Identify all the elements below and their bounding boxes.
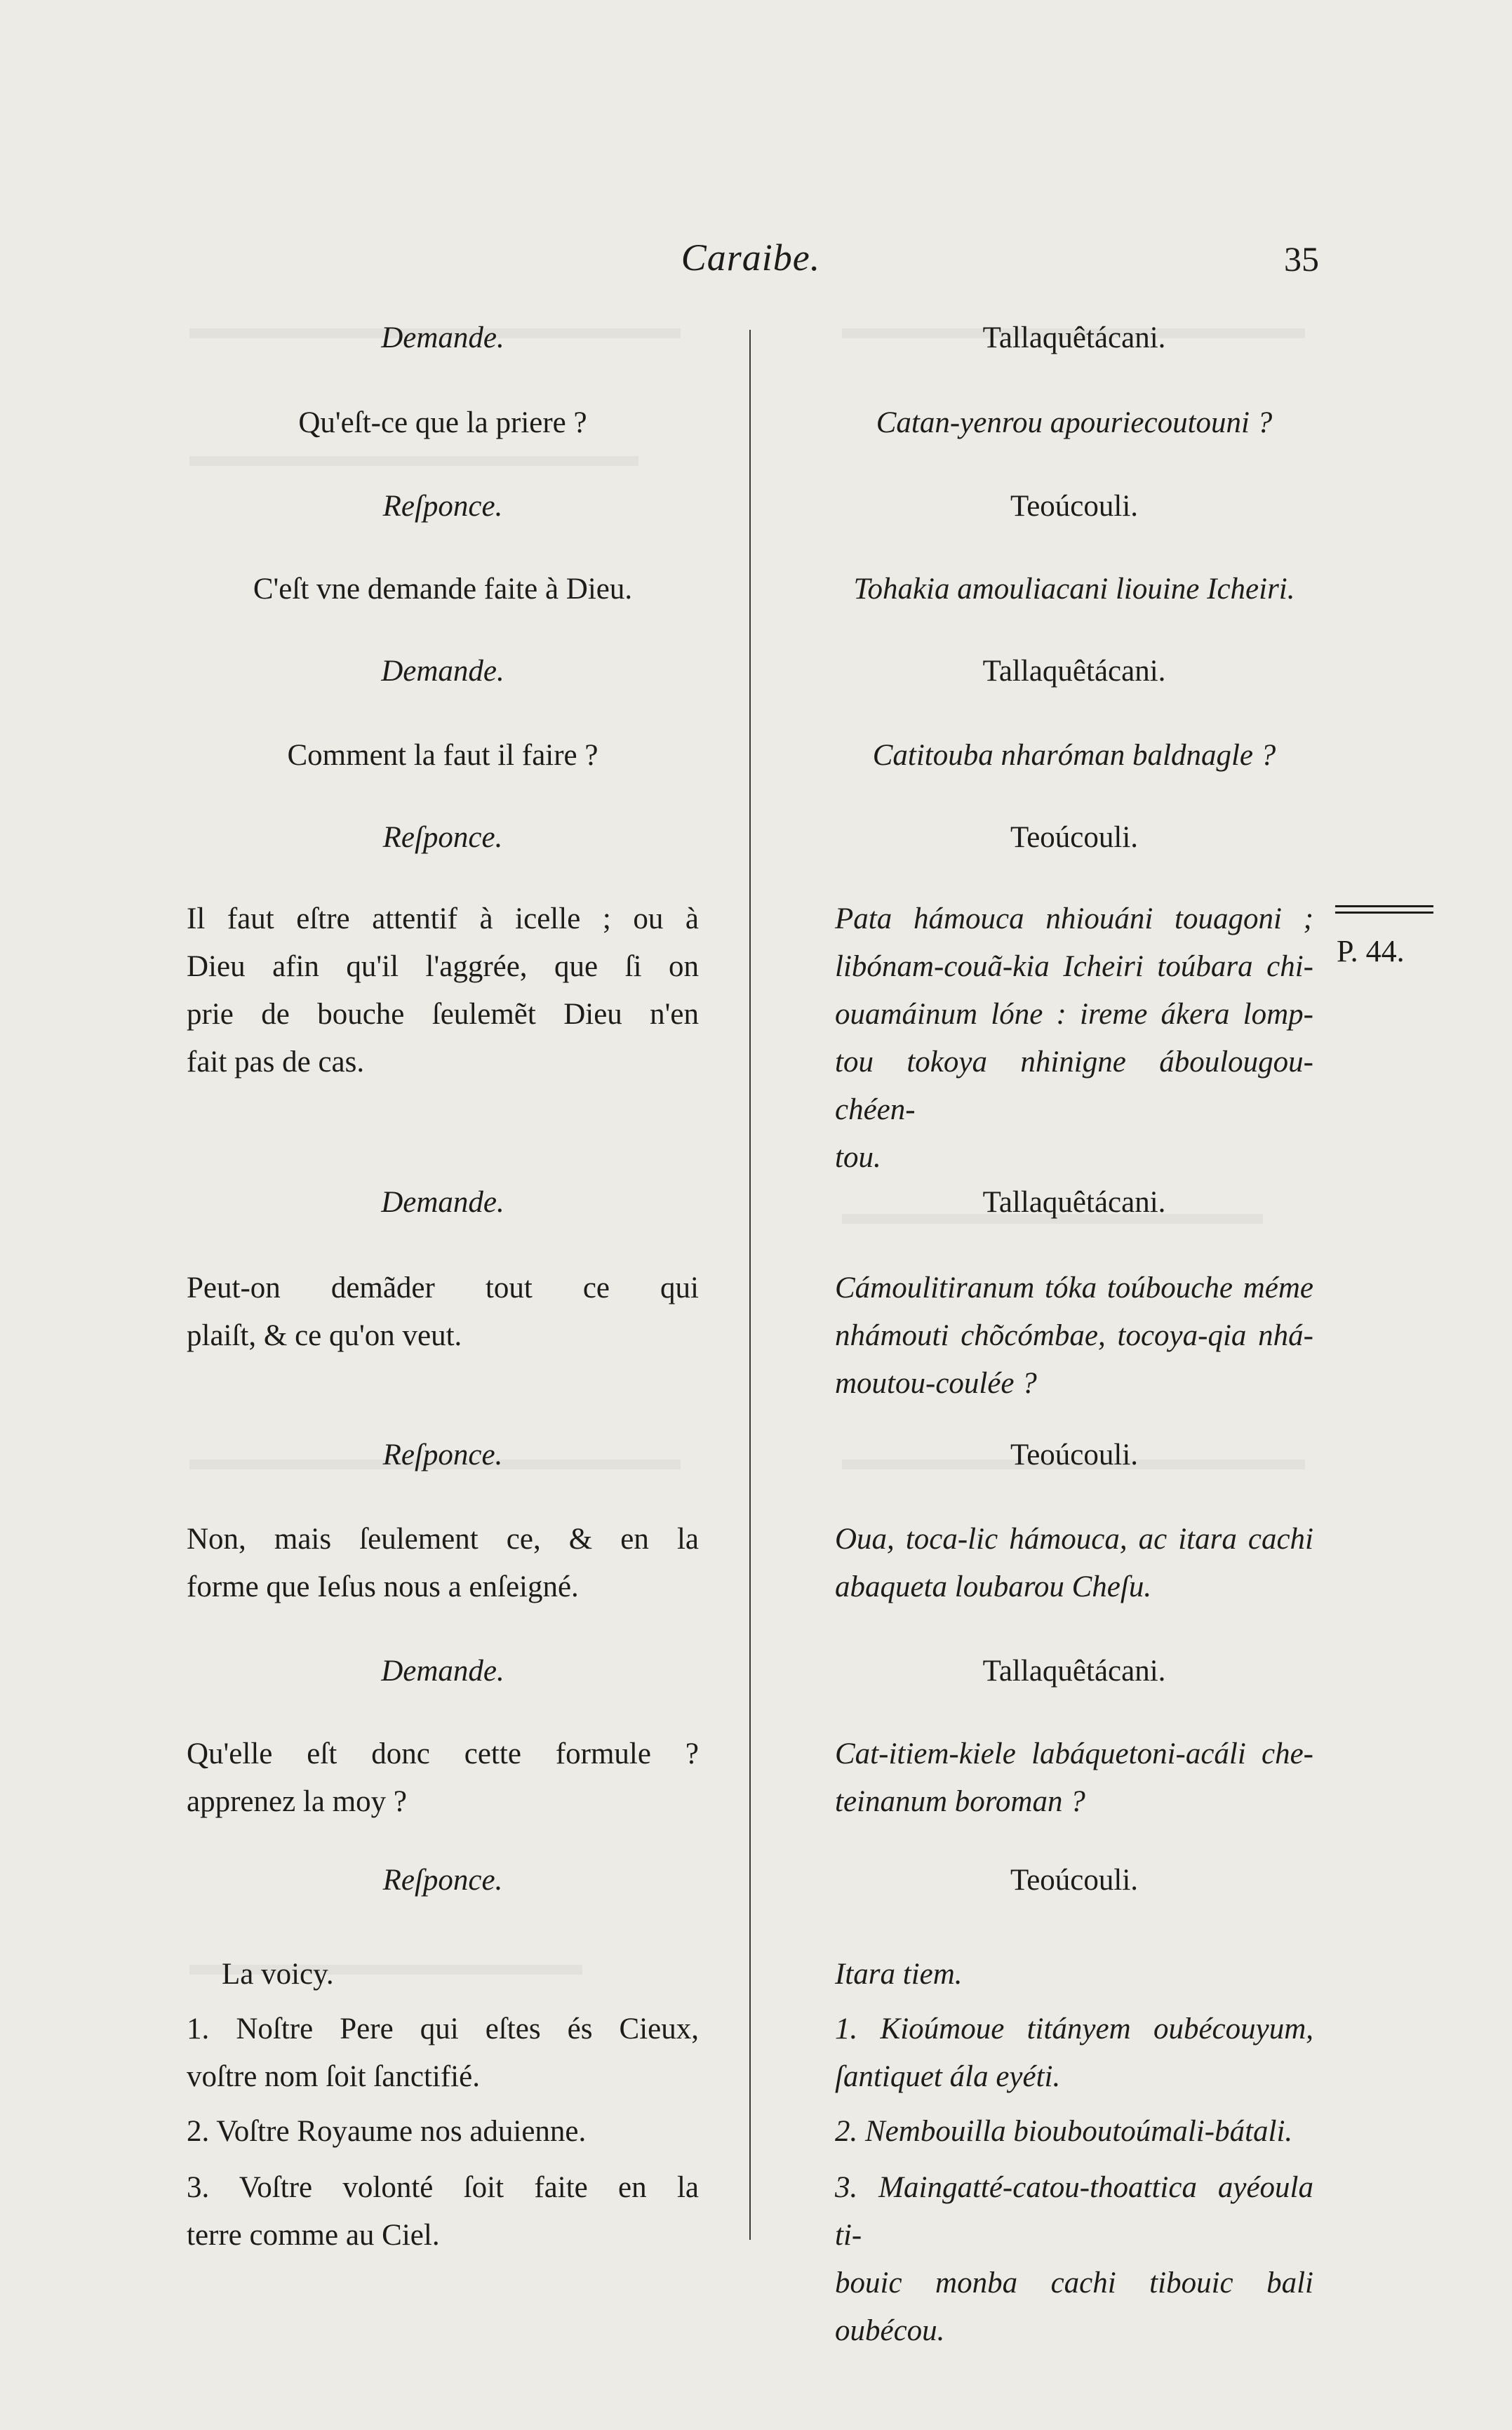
question-paragraph [835, 1264, 1313, 1408]
heading-demande: Demande. [381, 1655, 504, 1688]
text-line: Cámoulitiranum tóka toúbouche méme [835, 1271, 1313, 1304]
heading-teoucouli: Teoúcouli. [1010, 1438, 1139, 1471]
text-line: forme que Ieſus nous a enſeigné. [187, 1570, 579, 1603]
running-head-title: Caraibe. [681, 236, 821, 279]
margin-page-reference: P. 44. [1337, 934, 1405, 968]
heading-responce: Reſponce. [382, 490, 503, 523]
text-line: ſantiquet ála eyéti. [835, 2060, 1061, 2093]
question-paragraph [187, 1264, 699, 1360]
text-line: Il faut eſtre attentif à icelle ; ou à [187, 902, 699, 935]
prayer-petition-2: 2. Voſtre Royaume nos aduienne. [187, 2115, 587, 2148]
question-line: Catitouba nharóman baldnagle ? [872, 739, 1276, 772]
heading-responce: Reſponce. [382, 821, 503, 854]
answer-line: La voicy. [222, 1958, 334, 1991]
text-line: bouic monba cachi tibouic bali oubécou. [835, 2267, 1313, 2347]
answer-line: Tohakia amouliacani liouine Icheiri. [853, 573, 1295, 606]
question-line: Catan-yenrou apouriecoutouni ? [876, 406, 1273, 439]
heading-tallaquetacani: Tallaquêtácani. [982, 1186, 1166, 1219]
heading-teoucouli: Teoúcouli. [1010, 821, 1139, 854]
answer-paragraph [187, 895, 699, 1086]
heading-teoucouli: Teoúcouli. [1010, 490, 1139, 523]
text-line: apprenez la moy ? [187, 1785, 407, 1818]
prayer-petition-2: 2. Nembouilla biouboutoúmali-bátali. [835, 2115, 1293, 2148]
text-line: libónam-couã-kia Icheiri toúbara chi- [835, 950, 1313, 983]
answer-paragraph [835, 895, 1313, 1182]
text-line: prie de bouche ſeulemẽt Dieu n'en [187, 998, 699, 1031]
text-line: Peut-on demãder tout ce qui [187, 1271, 699, 1304]
column-divider [749, 330, 751, 2240]
text-line: 1. Noſtre Pere qui eſtes és Cieux, [187, 2012, 699, 2045]
text-line: fait pas de cas. [187, 1046, 365, 1079]
heading-tallaquetacani: Tallaquêtácani. [982, 321, 1166, 354]
answer-line: C'eſt vne demande faite à Dieu. [253, 573, 633, 606]
heading-tallaquetacani: Tallaquêtácani. [982, 655, 1166, 688]
question-line: Comment la faut il faire ? [287, 739, 598, 772]
text-line: abaqueta loubarou Cheſu. [835, 1570, 1152, 1603]
text-line: 1. Kioúmoue titányem oubécouyum, [835, 2012, 1313, 2045]
answer-paragraph [835, 1516, 1313, 1611]
text-line: Qu'elle eſt donc cette formule ? [187, 1737, 699, 1770]
prayer-petition-1 [835, 2005, 1313, 2101]
heading-teoucouli: Teoúcouli. [1010, 1864, 1139, 1897]
prayer-petition-3 [835, 2164, 1313, 2355]
text-line: terre comme au Ciel. [187, 2219, 440, 2252]
text-line: tou. [835, 1141, 881, 1174]
text-line: Pata hámouca nhiouáni touagoni ; [835, 902, 1313, 935]
prayer-petition-1 [187, 2005, 699, 2101]
heading-demande: Demande. [381, 1186, 504, 1219]
prayer-petition-3 [187, 2164, 699, 2259]
text-line: nhámouti chõcómbae, tocoya-qia nhá- [835, 1319, 1313, 1352]
heading-tallaquetacani: Tallaquêtácani. [982, 1655, 1166, 1688]
text-line: moutou-coulée ? [835, 1367, 1037, 1400]
page-number: 35 [1284, 239, 1319, 279]
text-line: Non, mais ſeulement ce, & en la [187, 1523, 699, 1556]
text-line: Dieu afin qu'il l'aggrée, que ſi on [187, 950, 699, 983]
text-line: Cat-itiem-kiele labáquetoni-acáli che- [835, 1737, 1313, 1770]
heading-demande: Demande. [381, 655, 504, 688]
answer-paragraph [187, 1516, 699, 1611]
question-paragraph [187, 1730, 699, 1826]
text-line: tou tokoya nhinigne áboulougou-chéen- [835, 1046, 1313, 1126]
text-line: voſtre nom ſoit ſanctifié. [187, 2060, 480, 2093]
text-line: Oua, toca-lic hámouca, ac itara cachi [835, 1523, 1313, 1556]
margin-rule [1335, 905, 1433, 914]
answer-line: Itara tiem. [835, 1958, 963, 1991]
text-line: teinanum boroman ? [835, 1785, 1085, 1818]
heading-demande: Demande. [381, 321, 504, 354]
question-line: Qu'eſt-ce que la priere ? [298, 406, 587, 439]
text-line: plaiſt, & ce qu'on veut. [187, 1319, 462, 1352]
text-line: 3. Maingatté-catou-thoattica ayéoula ti- [835, 2171, 1313, 2252]
text-line: 3. Voſtre volonté ſoit faite en la [187, 2171, 699, 2204]
heading-responce: Reſponce. [382, 1438, 503, 1471]
question-paragraph [835, 1730, 1313, 1826]
heading-responce: Reſponce. [382, 1864, 503, 1897]
text-line: ouamáinum lóne : ireme ákera lomp- [835, 998, 1313, 1031]
